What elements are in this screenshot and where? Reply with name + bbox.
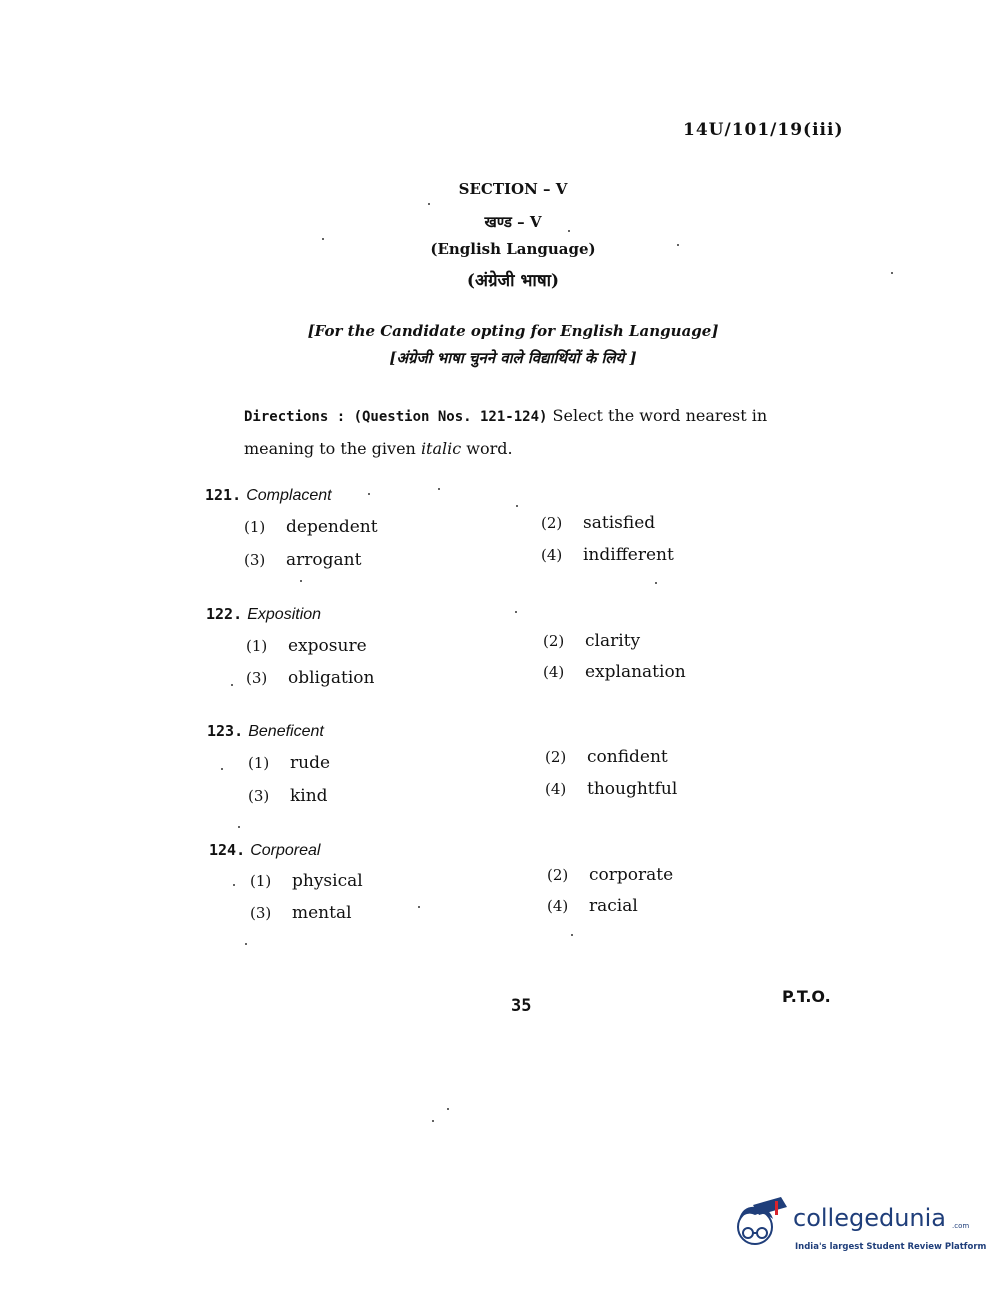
question-word: Exposition <box>247 606 322 623</box>
question-number: 123. <box>207 722 244 740</box>
directions-text: Select the word nearest in meaning to the given <box>244 406 768 458</box>
option: (4) explanation <box>543 662 686 682</box>
option: (1) dependent <box>244 517 378 537</box>
question-word: Beneficent <box>248 723 324 740</box>
question-124 <box>209 840 320 860</box>
question-number: 124. <box>209 841 246 859</box>
question-number: 121. <box>205 486 242 504</box>
directions <box>244 400 834 464</box>
question-number: 122. <box>206 605 243 623</box>
question-123 <box>207 721 324 741</box>
option: (1) rude <box>248 753 331 773</box>
pto-label: P.T.O. <box>782 987 831 1006</box>
subject-english: (English Language) <box>430 240 596 258</box>
paper-code: 14U/101/19(iii) <box>683 120 844 140</box>
question-121 <box>205 485 332 505</box>
question-word: Complacent <box>246 487 332 504</box>
option: (2) satisfied <box>541 513 656 533</box>
candidate-note-english: [For the Candidate opting for English Language] <box>307 322 719 340</box>
option: (2) confident <box>545 747 668 767</box>
directions-label: Directions : (Question Nos. 121-124) <box>244 409 548 425</box>
question-word: Corporeal <box>250 842 321 859</box>
option: (3) mental <box>250 903 352 923</box>
option: (4) thoughtful <box>545 779 678 799</box>
question-122 <box>206 604 321 624</box>
option: (3) arrogant <box>244 550 362 570</box>
option: (1) physical <box>250 871 363 891</box>
logo-suffix: .com <box>952 1222 970 1230</box>
option: (1) exposure <box>246 636 367 656</box>
logo-tagline: India's largest Student Review Platform <box>795 1242 987 1252</box>
candidate-note-hindi: [अंग्रेजी भाषा चुनने वाले विद्यार्थियों के लिये ] <box>389 349 637 367</box>
option: (4) indifferent <box>541 545 674 565</box>
option: (4) racial <box>547 896 638 916</box>
option: (3) obligation <box>246 668 375 688</box>
page-number: 35 <box>511 996 532 1016</box>
logo-wordmark: collegedunia <box>793 1204 947 1232</box>
section-title: SECTION – V <box>458 180 568 198</box>
option: (2) corporate <box>547 865 674 885</box>
option: (2) clarity <box>543 631 641 651</box>
subject-hindi: (अंग्रेजी भाषा) <box>466 271 560 291</box>
directions-end: word. <box>461 439 513 458</box>
section-title-hindi: खण्ड – V <box>484 213 542 231</box>
option: (3) kind <box>248 786 328 806</box>
directions-italic: italic <box>420 439 462 458</box>
